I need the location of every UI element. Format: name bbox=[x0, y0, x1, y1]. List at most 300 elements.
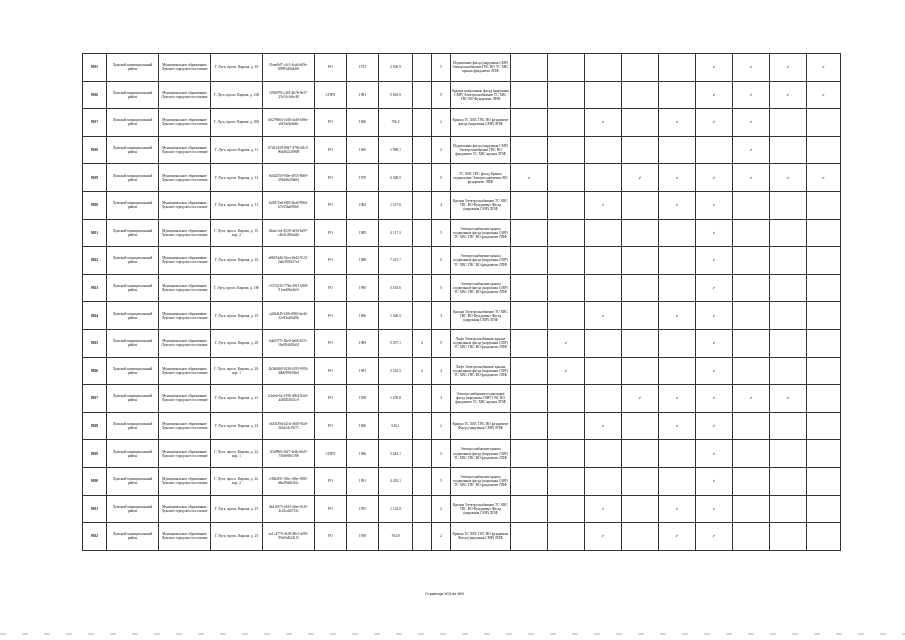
entrances-cell: 5 bbox=[432, 164, 451, 192]
address-cell: Г. Луга, просп. Кирова, д. 22 bbox=[211, 412, 263, 440]
row-number: 9024 bbox=[83, 302, 107, 330]
lift-count-cell: 2 bbox=[413, 357, 432, 385]
lift-count-cell bbox=[413, 302, 432, 330]
build-year-cell: 1981 bbox=[347, 81, 379, 109]
works-list-cell: Лифт Электроснабжение крыша подвальные фасад (наружная СМР) ТС ХВС ГВС ВО фундамент ЛПФ bbox=[451, 329, 511, 357]
empty-check-cell bbox=[622, 219, 659, 247]
empty-check-cell bbox=[622, 136, 659, 164]
table-row bbox=[83, 219, 841, 247]
empty-check-cell bbox=[807, 523, 841, 551]
checkmark-icon: ✓ bbox=[696, 412, 733, 440]
empty-check-cell bbox=[807, 274, 841, 302]
empty-check-cell bbox=[511, 274, 548, 302]
checkmark-icon: ✓ bbox=[770, 54, 807, 82]
build-year-cell: 1960 bbox=[347, 412, 379, 440]
district-cell: Лужский муниципальный район bbox=[107, 164, 159, 192]
address-cell: Г. Луга, просп. Кирова, д. 19 bbox=[211, 302, 263, 330]
works-list-cell: Крыша Электроснабжение ТС ХВС ГВС ВО Фундамент Фасад (наружная СМР) ЛПФ bbox=[451, 191, 511, 219]
lift-count-cell bbox=[413, 54, 432, 82]
empty-check-cell bbox=[733, 191, 770, 219]
empty-check-cell bbox=[548, 412, 585, 440]
settlement-cell: Муниципальное образование Лужское городское поселение bbox=[159, 329, 211, 357]
works-list-cell: Электроснабжение крыша подвальные фасад (наружная СМР) ТС ХВС ГВС ВО фундамент ЛПФ bbox=[451, 219, 511, 247]
lift-count-cell bbox=[413, 191, 432, 219]
fias-code-cell: fb3d2550-9f0e-4955-8b09-29b3d62f9a0d bbox=[263, 164, 315, 192]
wall-material-cell: РО bbox=[315, 467, 347, 495]
empty-check-cell bbox=[733, 440, 770, 468]
empty-check-cell bbox=[511, 495, 548, 523]
wall-material-cell: РО bbox=[315, 329, 347, 357]
empty-check-cell bbox=[622, 54, 659, 82]
empty-check-cell bbox=[585, 81, 622, 109]
fias-code-cell: bda0377f-8ae0-4a66-b37c-16e5844f3b04 bbox=[263, 329, 315, 357]
empty-check-cell bbox=[511, 81, 548, 109]
empty-check-cell bbox=[585, 357, 622, 385]
address-cell: Г. Луга, просп. Кирова, д. 20, кор. 1 bbox=[211, 357, 263, 385]
district-cell: Лужский муниципальный район bbox=[107, 467, 159, 495]
build-year-cell: 1958 bbox=[347, 385, 379, 413]
fias-code-cell: e4d3f39d-42cb-46d5-9fa0-2b5a24c19f71 bbox=[263, 412, 315, 440]
empty-check-cell bbox=[622, 523, 659, 551]
checkmark-icon: ✓ bbox=[696, 191, 733, 219]
empty-check-cell bbox=[511, 440, 548, 468]
address-cell: Г. Луга, просп. Кирова, д. 11 bbox=[211, 136, 263, 164]
checkmark-icon: ✓ bbox=[585, 109, 622, 137]
entrances-cell: 5 bbox=[432, 54, 451, 82]
empty-check-cell bbox=[770, 302, 807, 330]
district-cell: Лужский муниципальный район bbox=[107, 54, 159, 82]
empty-check-cell bbox=[659, 274, 696, 302]
empty-check-cell bbox=[548, 54, 585, 82]
checkmark-icon: ✓ bbox=[696, 523, 733, 551]
entrances-cell: 4 bbox=[432, 357, 451, 385]
empty-check-cell bbox=[770, 219, 807, 247]
works-list-cell: Крыша ТС ХВС ГВС ВО фундамент фасад (наружная СМР) ЛПФ bbox=[451, 109, 511, 137]
empty-check-cell bbox=[585, 385, 622, 413]
lift-count-cell bbox=[413, 440, 432, 468]
checkmark-icon: ✓ bbox=[770, 81, 807, 109]
settlement-cell: Муниципальное образование Лужское городское поселение bbox=[159, 440, 211, 468]
works-list-cell: Лифт Электроснабжение крыша подвальные фасад (наружная СМР) ТС ХВС ГВС ВО фундамент ЛПФ bbox=[451, 357, 511, 385]
checkmark-icon: ✓ bbox=[733, 136, 770, 164]
empty-check-cell bbox=[622, 412, 659, 440]
empty-check-cell bbox=[548, 495, 585, 523]
lift-count-cell bbox=[413, 219, 432, 247]
lift-count-cell bbox=[413, 274, 432, 302]
address-cell: Г. Луга, просп. Кирова, д. 13 bbox=[211, 191, 263, 219]
empty-check-cell bbox=[733, 357, 770, 385]
area-cell: 5 332,5 bbox=[379, 357, 413, 385]
empty-check-cell bbox=[770, 136, 807, 164]
district-cell: Лужский муниципальный район bbox=[107, 136, 159, 164]
empty-check-cell bbox=[548, 164, 585, 192]
empty-check-cell bbox=[807, 219, 841, 247]
settlement-cell: Муниципальное образование Лужское городское поселение bbox=[159, 523, 211, 551]
works-list-cell: Электроснабжение крыша подвальные фасад (наружная СМР) ТС ХВС ГВС ВО фундамент ЛПФ bbox=[451, 467, 511, 495]
lift-count-cell bbox=[413, 412, 432, 440]
table-row bbox=[83, 440, 841, 468]
fias-code-cell: ae1c4776-c928-48e3-a939-99d3fd22d1f3 bbox=[263, 523, 315, 551]
table-row bbox=[83, 302, 841, 330]
district-cell: Лужский муниципальный район bbox=[107, 385, 159, 413]
checkmark-icon: ✓ bbox=[733, 54, 770, 82]
table-row bbox=[83, 109, 841, 137]
district-cell: Лужский муниципальный район bbox=[107, 523, 159, 551]
works-list-cell: Крыша Электроснабжение ТС ХВС ГВС ВО Фундамент Фасад (наружная СМР) ЛПФ bbox=[451, 302, 511, 330]
build-year-cell: 1970 bbox=[347, 164, 379, 192]
checkmark-icon: ✓ bbox=[659, 302, 696, 330]
area-cell: 706,5 bbox=[379, 109, 413, 137]
empty-check-cell bbox=[659, 357, 696, 385]
entrances-cell: 5 bbox=[432, 219, 451, 247]
empty-check-cell bbox=[511, 219, 548, 247]
area-cell: 1 259,8 bbox=[379, 385, 413, 413]
empty-check-cell bbox=[548, 274, 585, 302]
scan-edge-noise bbox=[0, 633, 905, 635]
checkmark-icon: ✓ bbox=[585, 523, 622, 551]
checkmark-icon: ✓ bbox=[807, 54, 841, 82]
checkmark-icon: ✓ bbox=[696, 247, 733, 275]
table-row bbox=[83, 357, 841, 385]
empty-check-cell bbox=[585, 136, 622, 164]
table-row bbox=[83, 136, 841, 164]
empty-check-cell bbox=[733, 467, 770, 495]
lift-count-cell bbox=[413, 385, 432, 413]
checkmark-icon: ✓ bbox=[659, 164, 696, 192]
empty-check-cell bbox=[622, 247, 659, 275]
empty-check-cell bbox=[659, 329, 696, 357]
fias-code-cell: 2b3b0469-02f0-4193-9936-40b6999c80e2 bbox=[263, 357, 315, 385]
entrances-cell: 2 bbox=[432, 523, 451, 551]
empty-check-cell bbox=[733, 523, 770, 551]
checkmark-icon: ✓ bbox=[659, 523, 696, 551]
empty-check-cell bbox=[511, 54, 548, 82]
table-body bbox=[83, 54, 841, 551]
empty-check-cell bbox=[659, 440, 696, 468]
row-number: 9030 bbox=[83, 467, 107, 495]
empty-check-cell bbox=[548, 191, 585, 219]
entrances-cell: 2 bbox=[432, 412, 451, 440]
empty-check-cell bbox=[733, 495, 770, 523]
row-number: 9032 bbox=[83, 523, 107, 551]
wall-material-cell: СПРО bbox=[315, 81, 347, 109]
fias-code-cell: a8667dd6-52ea-4b42-9131-2a6c903927e4 bbox=[263, 247, 315, 275]
checkmark-icon: ✓ bbox=[696, 81, 733, 109]
empty-check-cell bbox=[511, 191, 548, 219]
fias-code-cell: a2d24f45-f2fb-4963-be44-22c93af4d49b bbox=[263, 302, 315, 330]
empty-check-cell bbox=[622, 467, 659, 495]
area-cell: 616,1 bbox=[379, 412, 413, 440]
empty-check-cell bbox=[622, 191, 659, 219]
fias-code-cell: c5372235-778a-4921-b9f8-91ead06e4fe0 bbox=[263, 274, 315, 302]
build-year-cell: 1955 bbox=[347, 495, 379, 523]
empty-check-cell bbox=[770, 274, 807, 302]
works-list-cell: Подвальные фасад (наружная СМР) Электроснабжение ГВС ВО фундамент ТС ХВС крыша ЛПФ bbox=[451, 136, 511, 164]
build-year-cell: 1960 bbox=[347, 109, 379, 137]
address-cell: Г. Луга, просп. Кирова, д. 23 bbox=[211, 495, 263, 523]
checkmark-icon: ✓ bbox=[659, 191, 696, 219]
empty-check-cell bbox=[511, 385, 548, 413]
address-cell: Г. Луга, просп. Кирова, д. 18б bbox=[211, 274, 263, 302]
row-number: 9031 bbox=[83, 495, 107, 523]
empty-check-cell bbox=[770, 357, 807, 385]
settlement-cell: Муниципальное образование Лужское городское поселение bbox=[159, 136, 211, 164]
fias-code-cell: e38d2f91-39ec-49ee-8f83-d6e494d02b1c bbox=[263, 467, 315, 495]
empty-check-cell bbox=[548, 247, 585, 275]
checkmark-icon: ✓ bbox=[696, 357, 733, 385]
build-year-cell: 1972 bbox=[347, 54, 379, 82]
works-list-cell: Электроснабжение крыша подвальные фасад (наружная СМР) ТС ХВС ГВС ВО фундамент ЛПФ bbox=[451, 274, 511, 302]
empty-check-cell bbox=[585, 164, 622, 192]
empty-check-cell bbox=[807, 440, 841, 468]
row-number: 9018 bbox=[83, 136, 107, 164]
works-list-cell: Электроснабжение подвальные фасад (наружная СМР) ГВС ВО фундамент ТС ХВС крыша ЛПФ bbox=[451, 385, 511, 413]
address-cell: Г. Луга, просп. Кирова, д. 10б bbox=[211, 81, 263, 109]
empty-check-cell bbox=[622, 109, 659, 137]
settlement-cell: Муниципальное образование Лужское городское поселение bbox=[159, 467, 211, 495]
wall-material-cell: СПРО bbox=[315, 440, 347, 468]
lift-count-cell bbox=[413, 164, 432, 192]
address-cell: Г. Луга, просп. Кирова, д. 10 bbox=[211, 54, 263, 82]
lift-count-cell bbox=[413, 136, 432, 164]
empty-check-cell bbox=[770, 329, 807, 357]
lift-count-cell bbox=[413, 109, 432, 137]
checkmark-icon: ✓ bbox=[659, 412, 696, 440]
wall-material-cell: РО bbox=[315, 412, 347, 440]
settlement-cell: Муниципальное образование Лужское городское поселение bbox=[159, 302, 211, 330]
wall-material-cell: РО bbox=[315, 219, 347, 247]
address-cell: Г. Луга, просп. Кирова, д. 25 bbox=[211, 523, 263, 551]
checkmark-icon: ✓ bbox=[770, 164, 807, 192]
wall-material-cell: РО bbox=[315, 523, 347, 551]
area-cell: 1 300,5 bbox=[379, 302, 413, 330]
district-cell: Лужский муниципальный район bbox=[107, 302, 159, 330]
fias-code-cell: 4daec1cd-4529-4e56-be97-c4b41490ad26 bbox=[263, 219, 315, 247]
checkmark-icon: ✓ bbox=[696, 54, 733, 82]
works-list-cell: Крыша подвальные фасад (наружная СМР) Электроснабжение ТС ХВС ГВС ВО Фундамент ЛПФ bbox=[451, 81, 511, 109]
district-cell: Лужский муниципальный район bbox=[107, 219, 159, 247]
area-cell: 2 630,9 bbox=[379, 54, 413, 82]
district-cell: Лужский муниципальный район bbox=[107, 191, 159, 219]
empty-check-cell bbox=[585, 54, 622, 82]
empty-check-cell bbox=[770, 191, 807, 219]
area-cell: 7 415,7 bbox=[379, 247, 413, 275]
district-cell: Лужский муниципальный район bbox=[107, 81, 159, 109]
empty-check-cell bbox=[659, 54, 696, 82]
wall-material-cell: РО bbox=[315, 109, 347, 137]
checkmark-icon: ✓ bbox=[807, 81, 841, 109]
empty-check-cell bbox=[696, 136, 733, 164]
checkmark-icon: ✓ bbox=[733, 109, 770, 137]
area-cell: 1 124,9 bbox=[379, 495, 413, 523]
build-year-cell: 1964 bbox=[347, 191, 379, 219]
table-row bbox=[83, 329, 841, 357]
district-cell: Лужский муниципальный район bbox=[107, 329, 159, 357]
checkmark-icon: ✓ bbox=[548, 329, 585, 357]
address-cell: Г. Луга, просп. Кирова, д. 20 bbox=[211, 329, 263, 357]
row-number: 9028 bbox=[83, 412, 107, 440]
empty-check-cell bbox=[622, 81, 659, 109]
settlement-cell: Муниципальное образование Лужское городское поселение bbox=[159, 385, 211, 413]
checkmark-icon: ✓ bbox=[696, 440, 733, 468]
empty-check-cell bbox=[807, 247, 841, 275]
fias-code-cell: f5eae9d7-c4c3-4ca6-b09e-89995d2bd4f8 bbox=[263, 54, 315, 82]
settlement-cell: Муниципальное образование Лужское городское поселение bbox=[159, 274, 211, 302]
empty-check-cell bbox=[622, 357, 659, 385]
checkmark-icon: ✓ bbox=[585, 495, 622, 523]
empty-check-cell bbox=[585, 329, 622, 357]
empty-check-cell bbox=[807, 495, 841, 523]
checkmark-icon: ✓ bbox=[659, 495, 696, 523]
build-year-cell: 1991 bbox=[347, 467, 379, 495]
checkmark-icon: ✓ bbox=[696, 385, 733, 413]
works-list-cell: ТС ХВС ГВС фасад Крыша подвальные Электроснабжение ВО фундамент ЛПФ bbox=[451, 164, 511, 192]
settlement-cell: Муниципальное образование Лужское городское поселение bbox=[159, 219, 211, 247]
build-year-cell: 1985 bbox=[347, 219, 379, 247]
empty-check-cell bbox=[585, 247, 622, 275]
empty-check-cell bbox=[733, 247, 770, 275]
empty-check-cell bbox=[807, 385, 841, 413]
empty-check-cell bbox=[622, 274, 659, 302]
settlement-cell: Муниципальное образование Лужское городское поселение bbox=[159, 495, 211, 523]
checkmark-icon: ✓ bbox=[548, 357, 585, 385]
wall-material-cell: РО bbox=[315, 274, 347, 302]
entrances-cell: 5 bbox=[432, 329, 451, 357]
settlement-cell: Муниципальное образование Лужское городское поселение bbox=[159, 247, 211, 275]
entrances-cell: 5 bbox=[432, 440, 451, 468]
empty-check-cell bbox=[511, 523, 548, 551]
empty-check-cell bbox=[770, 523, 807, 551]
empty-check-cell bbox=[511, 357, 548, 385]
wall-material-cell: РО bbox=[315, 164, 347, 192]
area-cell: 4 117,3 bbox=[379, 219, 413, 247]
checkmark-icon: ✓ bbox=[696, 495, 733, 523]
lift-count-cell bbox=[413, 467, 432, 495]
checkmark-icon: ✓ bbox=[696, 219, 733, 247]
fias-code-cell: b0279664-c026-4a16-b86e-e0f5a03ebb6f bbox=[263, 109, 315, 137]
entrances-cell: 5 bbox=[432, 81, 451, 109]
entrances-cell: 2 bbox=[432, 136, 451, 164]
empty-check-cell bbox=[548, 302, 585, 330]
area-cell: 764,9 bbox=[379, 523, 413, 551]
table-row bbox=[83, 247, 841, 275]
wall-material-cell: РО bbox=[315, 357, 347, 385]
empty-check-cell bbox=[659, 81, 696, 109]
page-footer: Страница 903 из 989 bbox=[425, 591, 464, 596]
works-list-cell: Крыша ТС ХВС ГВС ВО фундамент Фасад (наружная СМР) ЛПФ bbox=[451, 412, 511, 440]
empty-check-cell bbox=[807, 136, 841, 164]
settlement-cell: Муниципальное образование Лужское городское поселение bbox=[159, 191, 211, 219]
empty-check-cell bbox=[770, 495, 807, 523]
address-cell: Г. Луга, просп. Кирова, д. 16 bbox=[211, 247, 263, 275]
table-row bbox=[83, 81, 841, 109]
empty-check-cell bbox=[585, 440, 622, 468]
area-cell: 5 335,6 bbox=[379, 274, 413, 302]
empty-check-cell bbox=[548, 81, 585, 109]
row-number: 9016 bbox=[83, 81, 107, 109]
fias-code-cell: 4b419f73-c0d3-44ee-9c35-4c23cd4f733c bbox=[263, 495, 315, 523]
checkmark-icon: ✓ bbox=[585, 191, 622, 219]
empty-check-cell bbox=[622, 302, 659, 330]
empty-check-cell bbox=[659, 219, 696, 247]
row-number: 9019 bbox=[83, 164, 107, 192]
entrances-cell: 2 bbox=[432, 495, 451, 523]
table-row bbox=[83, 412, 841, 440]
empty-check-cell bbox=[659, 247, 696, 275]
fias-code-cell: b2dc6e5a-2196-40b4-82e3-44f0202621c9 bbox=[263, 385, 315, 413]
empty-check-cell bbox=[548, 385, 585, 413]
entrances-cell: 5 bbox=[432, 247, 451, 275]
empty-check-cell bbox=[585, 467, 622, 495]
lift-count-cell bbox=[413, 495, 432, 523]
lift-count-cell bbox=[413, 81, 432, 109]
build-year-cell: 1990 bbox=[347, 274, 379, 302]
fias-code-cell: 1f90f076-c418-4b76-8e37-25c91cfa9c48 bbox=[263, 81, 315, 109]
empty-check-cell bbox=[622, 495, 659, 523]
table-row bbox=[83, 385, 841, 413]
address-cell: Г. Луга, просп. Кирова, д. 15, кор. 2 bbox=[211, 219, 263, 247]
table-row bbox=[83, 467, 841, 495]
area-cell: 4 493,1 bbox=[379, 467, 413, 495]
row-number: 9029 bbox=[83, 440, 107, 468]
settlement-cell: Муниципальное образование Лужское городское поселение bbox=[159, 412, 211, 440]
build-year-cell: 1965 bbox=[347, 136, 379, 164]
empty-check-cell bbox=[511, 412, 548, 440]
wall-material-cell: РО bbox=[315, 247, 347, 275]
housing-registry-table bbox=[82, 53, 841, 551]
address-cell: Г. Луга, просп. Кирова, д. 22, кор. 2 bbox=[211, 467, 263, 495]
build-year-cell: 1981 bbox=[347, 357, 379, 385]
empty-check-cell bbox=[511, 109, 548, 137]
checkmark-icon: ✓ bbox=[696, 274, 733, 302]
build-year-cell: 1988 bbox=[347, 247, 379, 275]
entrances-cell: 5 bbox=[432, 467, 451, 495]
fias-code-cell: b22872e6-f8f8-4ba9-890d-b7e35ba090e5 bbox=[263, 191, 315, 219]
works-list-cell: Электроснабжение крыша подвальные фасад (наружная СМР) ТС ХВС ГВС ВО фундамент ЛПФ bbox=[451, 440, 511, 468]
empty-check-cell bbox=[511, 136, 548, 164]
wall-material-cell: РО bbox=[315, 302, 347, 330]
district-cell: Лужский муниципальный район bbox=[107, 274, 159, 302]
row-number: 9026 bbox=[83, 357, 107, 385]
fias-code-cell: 87d21d39-09d7-479b-b9c5-96dd02228908 bbox=[263, 136, 315, 164]
empty-check-cell bbox=[511, 247, 548, 275]
empty-check-cell bbox=[733, 219, 770, 247]
entrances-cell: 4 bbox=[432, 191, 451, 219]
empty-check-cell bbox=[770, 247, 807, 275]
empty-check-cell bbox=[585, 219, 622, 247]
checkmark-icon: ✓ bbox=[622, 164, 659, 192]
district-cell: Лужский муниципальный район bbox=[107, 440, 159, 468]
checkmark-icon: ✓ bbox=[696, 302, 733, 330]
table-row bbox=[83, 191, 841, 219]
empty-check-cell bbox=[807, 302, 841, 330]
build-year-cell: 1986 bbox=[347, 440, 379, 468]
table-row bbox=[83, 523, 841, 551]
empty-check-cell bbox=[770, 467, 807, 495]
district-cell: Лужский муниципальный район bbox=[107, 109, 159, 137]
wall-material-cell: РО bbox=[315, 54, 347, 82]
empty-check-cell bbox=[770, 412, 807, 440]
address-cell: Г. Луга, просп. Кирова, д. 22, кор. 1 bbox=[211, 440, 263, 468]
empty-check-cell bbox=[733, 274, 770, 302]
empty-check-cell bbox=[511, 329, 548, 357]
row-number: 9025 bbox=[83, 329, 107, 357]
area-cell: 1 217,6 bbox=[379, 191, 413, 219]
works-list-cell: Крыша Электроснабжение ТС ХВС ГВС ВО Фундамент Фасад (наружная СМР) ЛПФ bbox=[451, 495, 511, 523]
build-year-cell: 1983 bbox=[347, 329, 379, 357]
area-cell: 5 457,1 bbox=[379, 329, 413, 357]
empty-check-cell bbox=[807, 109, 841, 137]
